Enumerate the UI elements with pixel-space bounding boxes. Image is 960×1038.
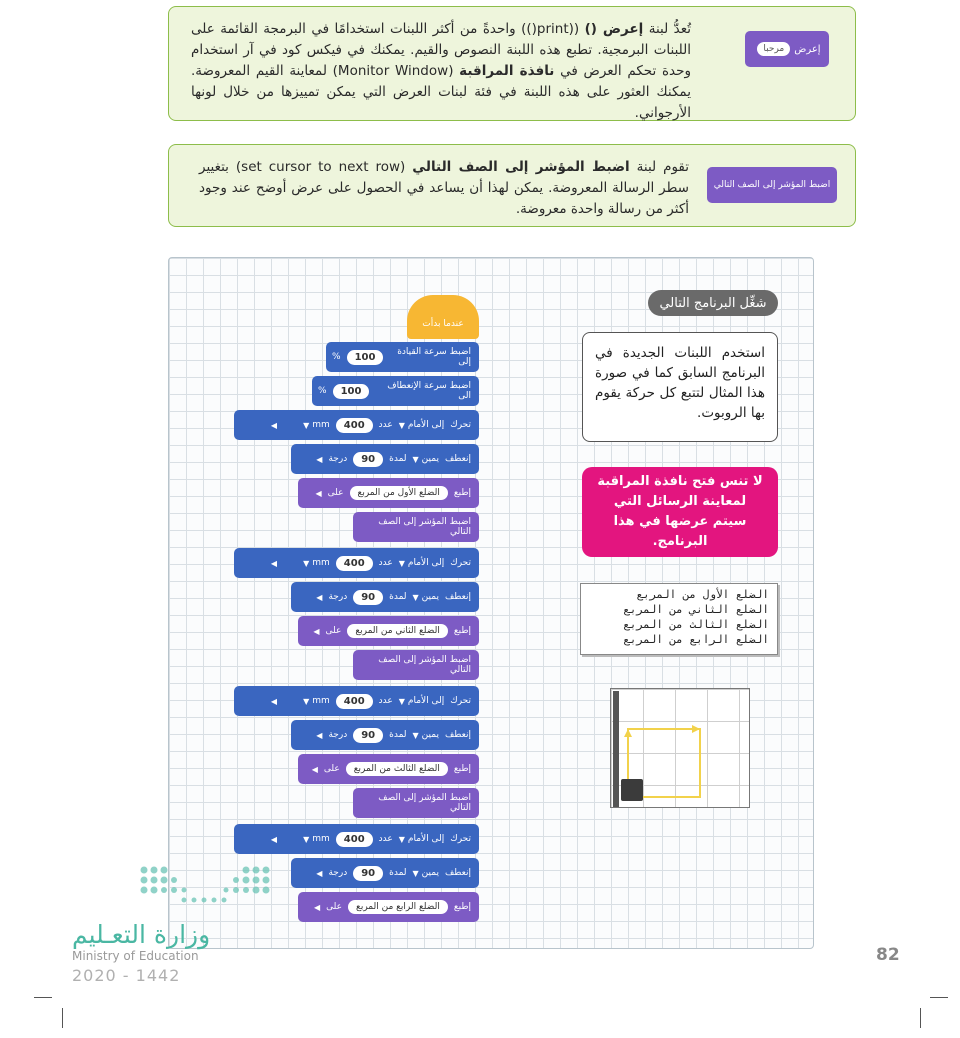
side-value: يمين [421,868,439,878]
arrow-left-icon: ◀ [311,764,318,774]
for-label: لمدة [389,454,407,464]
ministry-name-arabic: وزارة التعـليم [72,920,211,949]
on-label: على [326,902,343,912]
side-value: يمين [421,592,439,602]
cursor-info-text: تقوم لبنة اضبط المؤشر إلى الصف التالي (set cursor to next row) بتغيير سطر الرسالة المعروضة. يمكن لهذا أن يساعد في الحصول على عرض أوضح عند وجود أكثر من رسالة واحدة معروضة. [199,159,690,217]
next-row-block[interactable] [353,512,479,542]
arrow-left-icon: ◀ [270,420,278,430]
turn-label: إنعطف [444,592,471,602]
unit-value: mm [312,558,330,568]
crop-mark [930,997,948,998]
dropdown-arrow-icon: ▼ [303,420,310,430]
degrees-value[interactable]: 90 [353,452,383,467]
arrow-left-icon: ◀ [270,558,278,568]
set-turn-speed-block[interactable] [312,376,479,406]
dropdown-arrow-icon: ▼ [303,834,310,844]
turn-block[interactable] [291,858,479,888]
distance-value[interactable]: 400 [336,418,373,433]
unit-value: mm [312,834,330,844]
arrow-left-icon: ◀ [316,454,323,464]
cursor-info-box [168,144,856,227]
crop-mark [920,1008,921,1028]
next-row-label: اضبط المؤشر إلى الصف التالي [378,793,471,813]
drive-label: تحرك [450,834,471,844]
side-dropdown[interactable] [413,868,439,878]
hat-label: عندما بدأت [422,319,464,329]
dropdown-arrow-icon: ▼ [303,558,310,568]
monitor-line: الضلع الثالث من المربع [623,618,769,631]
distance-value[interactable]: 400 [336,832,373,847]
direction-dropdown[interactable] [399,420,445,430]
print-block-sample [745,31,829,67]
monitor-reminder: لا تنس فتح نافذة المراقبة لمعاينة الرسائل التي سيتم عرضها في هذا البرنامج. [582,467,778,557]
direction-dropdown[interactable] [399,834,445,844]
dropdown-arrow-icon: ▼ [412,592,419,602]
monitor-line: الضلع الثاني من المربع [623,603,769,616]
when-started-block[interactable] [407,295,479,339]
drive-speed-value[interactable]: 100 [347,350,384,365]
print-info-text: تُعدُّ لبنة إعرض () ((print()) واحدةً من أكثر اللبنات استخدامًا في البرمجة القائمة على اللبنات البرمجية. تطبع هذه اللبنة النصوص والقيم. يمكنك في فيكس كود في آر استخدام وحدة تحكم العرض في نافذة المراقبة (Monitor Window) لمعاينة القيم المعروضة. يمكنك العثور على هذه اللبنة في فئة لبنات العرض التي يمكن تمييزها من خلال لونها الأرجواني. [191,21,692,121]
dropdown-arrow-icon: ▼ [398,558,405,568]
next-row-label: اضبط المؤشر إلى الصف التالي [378,655,471,675]
drive-speed-label: اضبط سرعة القيادة إلى [397,347,471,367]
degree-unit: درجة [328,454,348,464]
instruction-note: استخدم اللبنات الجديدة في البرنامج السابق كما في صورة هذا المثال لتتبع كل حركة يقوم بها الروبوت. [582,332,778,442]
side-value: يمين [421,730,439,740]
distance-value[interactable]: 400 [336,694,373,709]
monitor-line: الضلع الرابع من المربع [623,633,769,646]
print-message[interactable]: الضلع الرابع من المربع [348,900,448,914]
direction-value: إلى الأمام [407,558,445,568]
arrow-left-icon: ◀ [316,868,323,878]
count-label: عدد [378,696,393,706]
degrees-value[interactable]: 90 [353,590,383,605]
side-dropdown[interactable] [413,592,439,602]
print-block-label: إعرض [794,43,821,55]
drive-block[interactable] [234,686,479,716]
drive-block[interactable] [234,548,479,578]
degree-unit: درجة [328,730,348,740]
side-dropdown[interactable] [413,454,439,464]
drive-label: تحرك [450,420,471,430]
print-label: إطبع [453,902,471,912]
unit-value: mm [312,420,330,430]
cursor-block-sample [707,167,837,203]
degrees-value[interactable]: 90 [353,728,383,743]
dropdown-arrow-icon: ▼ [398,696,405,706]
next-row-block[interactable] [353,650,479,680]
count-label: عدد [378,420,393,430]
unit-dropdown[interactable] [303,834,330,844]
drive-speed-unit: % [332,352,341,362]
count-label: عدد [378,834,393,844]
turn-speed-unit: % [318,386,327,396]
arrow-left-icon: ◀ [315,488,322,498]
turn-label: إنعطف [444,868,471,878]
print-message[interactable]: الضلع الثالث من المربع [346,762,448,776]
direction-dropdown[interactable] [399,696,445,706]
robot-playground [610,688,750,808]
print-block[interactable] [298,892,479,922]
crop-mark [62,1008,63,1028]
turn-label: إنعطف [444,454,471,464]
unit-dropdown[interactable] [303,420,330,430]
dropdown-arrow-icon: ▼ [303,696,310,706]
drive-label: تحرك [450,696,471,706]
dropdown-arrow-icon: ▼ [412,868,419,878]
dropdown-arrow-icon: ▼ [412,730,419,740]
on-label: على [323,764,340,774]
arrow-left-icon: ◀ [270,696,278,706]
crop-mark [34,997,52,998]
distance-value[interactable]: 400 [336,556,373,571]
run-program-tag: شغِّل البرنامج التالي [648,290,778,316]
turn-block[interactable] [291,444,479,474]
on-label: على [325,626,342,636]
print-block[interactable] [298,616,479,646]
direction-value: إلى الأمام [407,420,445,430]
unit-dropdown[interactable] [303,696,330,706]
robot-icon [621,779,643,801]
for-label: لمدة [389,868,407,878]
degrees-value[interactable]: 90 [353,866,383,881]
turn-speed-value[interactable]: 100 [333,384,370,399]
dropdown-arrow-icon: ▼ [398,420,405,430]
for-label: لمدة [389,592,407,602]
ministry-logo-dots [138,864,273,912]
degree-unit: درجة [328,592,348,602]
unit-dropdown[interactable] [303,558,330,568]
turn-speed-label: اضبط سرعة الإنعطاف الى [387,381,471,401]
print-block[interactable] [298,754,479,784]
arrow-left-icon: ◀ [316,592,323,602]
arrow-left-icon: ◀ [313,626,320,636]
count-label: عدد [378,558,393,568]
next-row-block[interactable] [353,788,479,818]
degree-unit: درجة [328,868,348,878]
print-label: إطبع [453,764,471,774]
monitor-line: الضلع الأول من المربع [636,588,769,601]
arrow-left-icon: ◀ [270,834,278,844]
set-drive-speed-block[interactable] [326,342,479,372]
turn-label: إنعطف [444,730,471,740]
drive-block[interactable] [234,824,479,854]
print-label: إطبع [453,626,471,636]
dropdown-arrow-icon: ▼ [412,454,419,464]
drive-label: تحرك [450,558,471,568]
arrow-left-icon: ◀ [314,902,321,912]
arrow-left-icon: ◀ [316,730,323,740]
dropdown-arrow-icon: ▼ [398,834,405,844]
turn-block[interactable] [291,582,479,612]
monitor-window [580,583,778,655]
cursor-block-label: اضبط المؤشر إلى الصف التالي [713,180,831,190]
turn-block[interactable] [291,720,479,750]
ministry-name-english: Ministry of Education [72,949,199,963]
direction-dropdown[interactable] [399,558,445,568]
print-block-value: مرحبا [757,42,790,56]
drive-block[interactable] [234,410,479,440]
ministry-year: 2020 - 1442 [72,966,181,985]
print-label: إطبع [453,488,471,498]
print-block[interactable] [298,478,479,508]
page-number: 82 [876,945,900,965]
print-message[interactable]: الضلع الثاني من المربع [347,624,448,638]
next-row-label: اضبط المؤشر إلى الصف التالي [378,517,471,537]
on-label: على [327,488,344,498]
direction-value: إلى الأمام [407,834,445,844]
side-dropdown[interactable] [413,730,439,740]
direction-value: إلى الأمام [407,696,445,706]
print-message[interactable]: الضلع الأول من المربع [350,486,448,500]
print-info-box [168,6,856,121]
unit-value: mm [312,696,330,706]
side-value: يمين [421,454,439,464]
for-label: لمدة [389,730,407,740]
